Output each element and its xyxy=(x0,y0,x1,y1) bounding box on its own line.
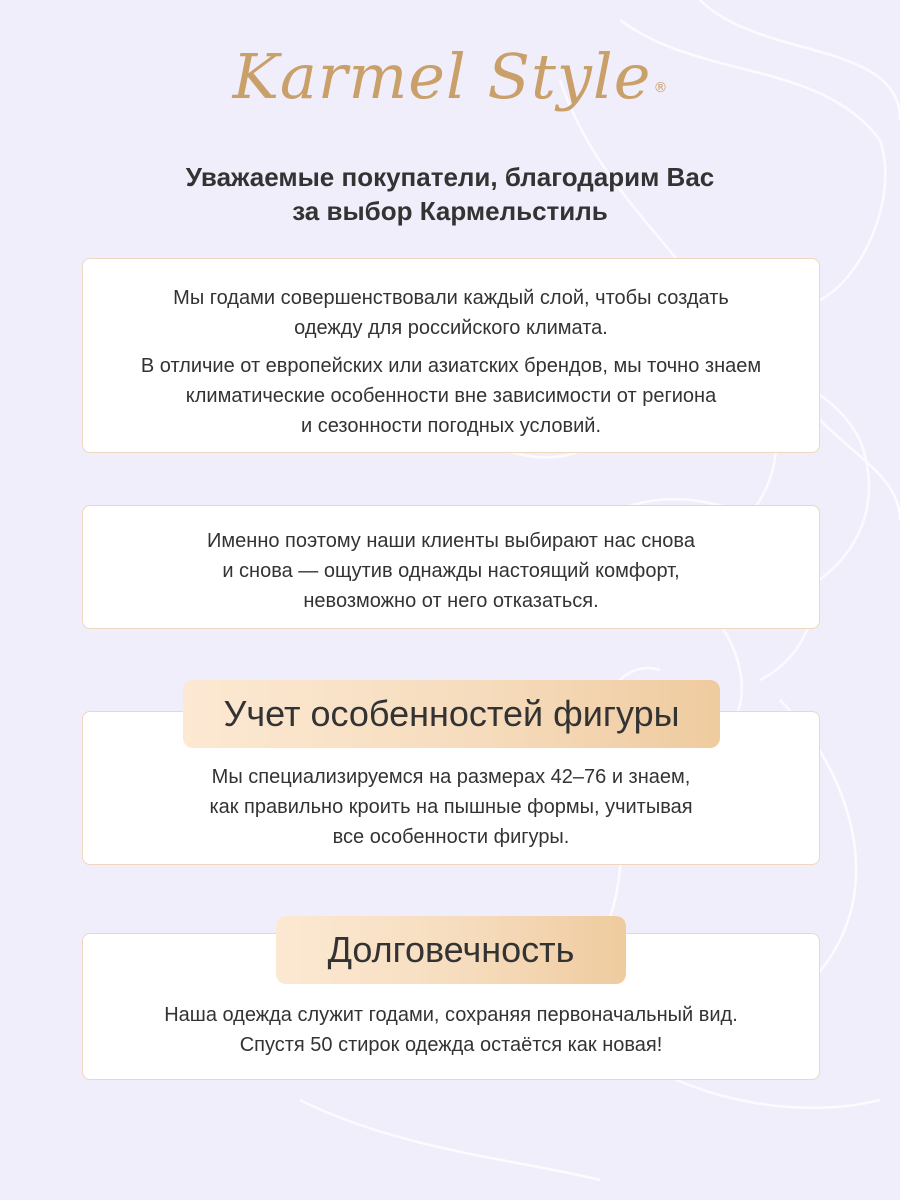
card1-p1-line: Мы годами совершенствовали каждый слой, чтобы создать xyxy=(173,287,729,309)
loyalty-info-card xyxy=(82,505,820,629)
card1-paragraph-1 xyxy=(83,283,819,343)
card1-p1-line: одежду для российского климата. xyxy=(294,317,608,339)
figure-features-title: Учет особенностей фигуры xyxy=(183,680,720,748)
card2-line: Именно поэтому наши клиенты выбирают нас снова xyxy=(207,530,695,552)
card4-line: Наша одежда служит годами, сохраняя первоначальный вид. xyxy=(164,1004,738,1026)
durability-title: Долговечность xyxy=(276,916,626,984)
logo-text: Karmel Style xyxy=(232,40,652,113)
card4-line: Спустя 50 стирок одежда остаётся как новая! xyxy=(239,1034,663,1056)
brand-logo xyxy=(0,40,900,113)
card1-p2-line: климатические особенности вне зависимости от региона xyxy=(185,385,717,407)
heading-line-1: Уважаемые покупатели, благодарим Вас xyxy=(185,162,715,192)
climate-info-card xyxy=(82,258,820,453)
card1-p2-line: В отличие от европейских или азиатских брендов, мы точно знаем xyxy=(140,355,762,377)
page-heading xyxy=(120,160,780,228)
card2-line: невозможно от него отказаться. xyxy=(303,590,599,612)
heading-line-2: за выбор Кармельстиль xyxy=(292,196,608,226)
card3-line: как правильно кроить на пышные формы, учитывая xyxy=(209,796,693,818)
card1-p2-line: и сезонности погодных условий. xyxy=(300,415,602,437)
card3-line: все особенности фигуры. xyxy=(332,826,570,848)
card3-line: Мы специализируемся на размерах 42–76 и знаем, xyxy=(211,766,691,788)
card2-line: и снова — ощутив однажды настоящий комфорт, xyxy=(222,560,680,582)
registered-mark: ® xyxy=(653,79,668,96)
card1-paragraph-2 xyxy=(83,351,819,441)
